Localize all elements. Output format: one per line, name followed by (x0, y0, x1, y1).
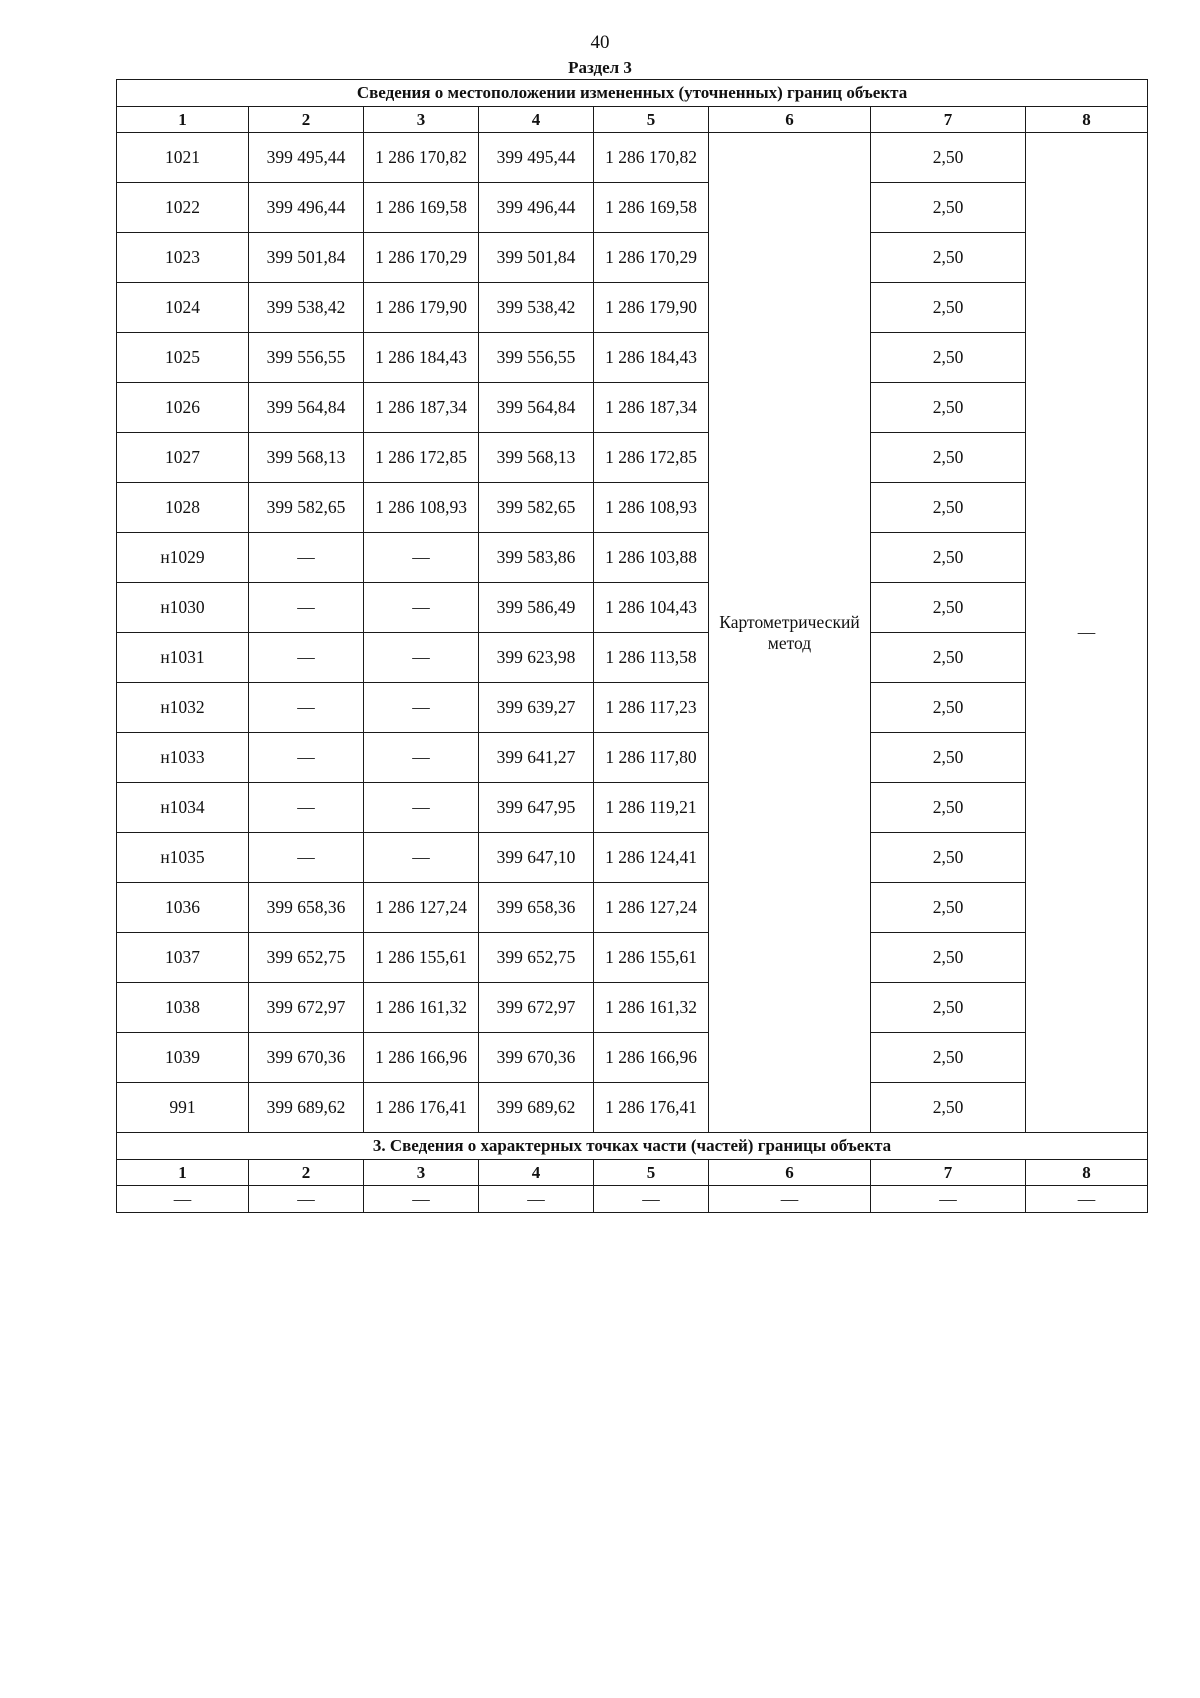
empty-cell: — (594, 1186, 709, 1213)
table-row (117, 833, 1148, 883)
new-y-cell: 1 286 179,90 (594, 283, 709, 333)
table-row (117, 383, 1148, 433)
table-row (117, 733, 1148, 783)
precision-cell: 2,50 (871, 683, 1026, 733)
table-row (117, 333, 1148, 383)
old-y-cell: 1 286 172,85 (364, 433, 479, 483)
column-number: 7 (871, 1160, 1026, 1186)
old-x-cell: 399 564,84 (249, 383, 364, 433)
empty-cell: — (249, 1186, 364, 1213)
new-x-cell: 399 495,44 (479, 133, 594, 183)
table-row (117, 933, 1148, 983)
table-row (117, 483, 1148, 533)
old-x-cell: 399 658,36 (249, 883, 364, 933)
old-y-cell: — (364, 633, 479, 683)
precision-cell: 2,50 (871, 533, 1026, 583)
precision-cell: 2,50 (871, 133, 1026, 183)
old-x-cell: 399 568,13 (249, 433, 364, 483)
boundary-table (116, 79, 1148, 1213)
precision-cell: 2,50 (871, 983, 1026, 1033)
new-x-cell: 399 670,36 (479, 1033, 594, 1083)
table-caption-row (117, 1133, 1148, 1160)
new-y-cell: 1 286 155,61 (594, 933, 709, 983)
column-number: 3 (364, 1160, 479, 1186)
old-x-cell: 399 556,55 (249, 333, 364, 383)
column-number: 4 (479, 107, 594, 133)
column-number: 2 (249, 1160, 364, 1186)
new-x-cell: 399 672,97 (479, 983, 594, 1033)
old-x-cell: 399 496,44 (249, 183, 364, 233)
point-id-cell: 1021 (117, 133, 249, 183)
old-x-cell: 399 670,36 (249, 1033, 364, 1083)
precision-cell: 2,50 (871, 633, 1026, 683)
empty-cell: — (117, 1186, 249, 1213)
new-x-cell: 399 556,55 (479, 333, 594, 383)
precision-cell: 2,50 (871, 1033, 1026, 1083)
new-x-cell: 399 623,98 (479, 633, 594, 683)
new-y-cell: 1 286 127,24 (594, 883, 709, 933)
precision-cell: 2,50 (871, 733, 1026, 783)
new-y-cell: 1 286 108,93 (594, 483, 709, 533)
new-y-cell: 1 286 170,82 (594, 133, 709, 183)
empty-cell: — (1026, 1186, 1148, 1213)
new-y-cell: 1 286 172,85 (594, 433, 709, 483)
column-number: 5 (594, 107, 709, 133)
new-y-cell: 1 286 117,80 (594, 733, 709, 783)
table-row (117, 533, 1148, 583)
old-y-cell: 1 286 155,61 (364, 933, 479, 983)
old-x-cell: 399 672,97 (249, 983, 364, 1033)
point-id-cell: 1037 (117, 933, 249, 983)
new-y-cell: 1 286 113,58 (594, 633, 709, 683)
point-id-cell: 1025 (117, 333, 249, 383)
old-y-cell: 1 286 127,24 (364, 883, 479, 933)
column-number: 5 (594, 1160, 709, 1186)
old-y-cell: 1 286 166,96 (364, 1033, 479, 1083)
point-id-cell: н1031 (117, 633, 249, 683)
point-id-cell: 1027 (117, 433, 249, 483)
new-y-cell: 1 286 117,23 (594, 683, 709, 733)
column-number: 7 (871, 107, 1026, 133)
precision-cell: 2,50 (871, 433, 1026, 483)
point-id-cell: 1036 (117, 883, 249, 933)
column-number: 1 (117, 1160, 249, 1186)
column-number: 4 (479, 1160, 594, 1186)
point-id-cell: 1026 (117, 383, 249, 433)
old-y-cell: 1 286 187,34 (364, 383, 479, 433)
table-row (117, 883, 1148, 933)
old-y-cell: — (364, 683, 479, 733)
new-x-cell: 399 564,84 (479, 383, 594, 433)
new-x-cell: 399 652,75 (479, 933, 594, 983)
empty-cell: — (709, 1186, 871, 1213)
old-y-cell: — (364, 533, 479, 583)
old-y-cell: 1 286 184,43 (364, 333, 479, 383)
new-x-cell: 399 647,10 (479, 833, 594, 883)
new-x-cell: 399 586,49 (479, 583, 594, 633)
new-y-cell: 1 286 166,96 (594, 1033, 709, 1083)
new-x-cell: 399 501,84 (479, 233, 594, 283)
old-y-cell: — (364, 583, 479, 633)
precision-cell: 2,50 (871, 783, 1026, 833)
precision-cell: 2,50 (871, 883, 1026, 933)
table-row (117, 633, 1148, 683)
point-id-cell: 1024 (117, 283, 249, 333)
old-x-cell: 399 582,65 (249, 483, 364, 533)
point-id-cell: н1029 (117, 533, 249, 583)
new-x-cell: 399 641,27 (479, 733, 594, 783)
new-y-cell: 1 286 124,41 (594, 833, 709, 883)
new-x-cell: 399 496,44 (479, 183, 594, 233)
point-id-cell: 991 (117, 1083, 249, 1133)
table-row (117, 1083, 1148, 1133)
table-row (117, 133, 1148, 183)
column-number-row (117, 107, 1148, 133)
precision-cell: 2,50 (871, 383, 1026, 433)
old-y-cell: 1 286 170,82 (364, 133, 479, 183)
precision-cell: 2,50 (871, 283, 1026, 333)
precision-cell: 2,50 (871, 233, 1026, 283)
old-x-cell: — (249, 583, 364, 633)
table-row (117, 183, 1148, 233)
new-x-cell: 399 583,86 (479, 533, 594, 583)
old-x-cell: — (249, 833, 364, 883)
new-y-cell: 1 286 187,34 (594, 383, 709, 433)
column-number: 2 (249, 107, 364, 133)
point-id-cell: 1028 (117, 483, 249, 533)
table-row (117, 1186, 1148, 1213)
old-y-cell: 1 286 169,58 (364, 183, 479, 233)
old-x-cell: 399 689,62 (249, 1083, 364, 1133)
old-y-cell: — (364, 833, 479, 883)
old-y-cell: 1 286 179,90 (364, 283, 479, 333)
method-cell: Картометрический метод (709, 133, 871, 1133)
point-id-cell: 1022 (117, 183, 249, 233)
new-x-cell: 399 582,65 (479, 483, 594, 533)
new-y-cell: 1 286 119,21 (594, 783, 709, 833)
table-row (117, 983, 1148, 1033)
page-number: 40 (590, 32, 610, 53)
new-y-cell: 1 286 161,32 (594, 983, 709, 1033)
old-y-cell: 1 286 176,41 (364, 1083, 479, 1133)
old-x-cell: 399 501,84 (249, 233, 364, 283)
column-number: 6 (709, 1160, 871, 1186)
precision-cell: 2,50 (871, 183, 1026, 233)
empty-cell: — (479, 1186, 594, 1213)
precision-cell: 2,50 (871, 933, 1026, 983)
new-y-cell: 1 286 103,88 (594, 533, 709, 583)
new-y-cell: 1 286 184,43 (594, 333, 709, 383)
old-y-cell: 1 286 170,29 (364, 233, 479, 283)
column-number: 6 (709, 107, 871, 133)
point-id-cell: 1038 (117, 983, 249, 1033)
old-x-cell: 399 495,44 (249, 133, 364, 183)
new-x-cell: 399 538,42 (479, 283, 594, 333)
old-y-cell: 1 286 161,32 (364, 983, 479, 1033)
column-number: 8 (1026, 107, 1148, 133)
column-number-row (117, 1160, 1148, 1186)
table-caption: 3. Сведения о характерных точках части (частей) границы объекта (117, 1133, 1148, 1160)
point-id-cell: 1039 (117, 1033, 249, 1083)
new-x-cell: 399 647,95 (479, 783, 594, 833)
old-x-cell: — (249, 733, 364, 783)
section-title: Раздел 3 (568, 58, 632, 77)
table-row (117, 783, 1148, 833)
new-y-cell: 1 286 176,41 (594, 1083, 709, 1133)
new-y-cell: 1 286 170,29 (594, 233, 709, 283)
old-y-cell: — (364, 783, 479, 833)
description-cell: — (1026, 133, 1148, 1133)
precision-cell: 2,50 (871, 1083, 1026, 1133)
precision-cell: 2,50 (871, 583, 1026, 633)
old-x-cell: — (249, 533, 364, 583)
new-x-cell: 399 658,36 (479, 883, 594, 933)
precision-cell: 2,50 (871, 833, 1026, 883)
new-y-cell: 1 286 104,43 (594, 583, 709, 633)
old-x-cell: 399 652,75 (249, 933, 364, 983)
new-x-cell: 399 568,13 (479, 433, 594, 483)
column-number: 3 (364, 107, 479, 133)
table-row (117, 583, 1148, 633)
column-number: 8 (1026, 1160, 1148, 1186)
table-row (117, 683, 1148, 733)
old-x-cell: — (249, 683, 364, 733)
table-row (117, 283, 1148, 333)
new-x-cell: 399 689,62 (479, 1083, 594, 1133)
table-caption-row (117, 80, 1148, 107)
point-id-cell: н1032 (117, 683, 249, 733)
point-id-cell: 1023 (117, 233, 249, 283)
old-x-cell: — (249, 783, 364, 833)
new-y-cell: 1 286 169,58 (594, 183, 709, 233)
old-y-cell: 1 286 108,93 (364, 483, 479, 533)
new-x-cell: 399 639,27 (479, 683, 594, 733)
point-id-cell: н1033 (117, 733, 249, 783)
empty-cell: — (364, 1186, 479, 1213)
precision-cell: 2,50 (871, 483, 1026, 533)
table-row (117, 1033, 1148, 1083)
column-number: 1 (117, 107, 249, 133)
table-caption: Сведения о местоположении измененных (уточненных) границ объекта (117, 80, 1148, 107)
point-id-cell: н1035 (117, 833, 249, 883)
old-x-cell: 399 538,42 (249, 283, 364, 333)
precision-cell: 2,50 (871, 333, 1026, 383)
table-row (117, 433, 1148, 483)
old-x-cell: — (249, 633, 364, 683)
point-id-cell: н1034 (117, 783, 249, 833)
old-y-cell: — (364, 733, 479, 783)
point-id-cell: н1030 (117, 583, 249, 633)
table-row (117, 233, 1148, 283)
empty-cell: — (871, 1186, 1026, 1213)
